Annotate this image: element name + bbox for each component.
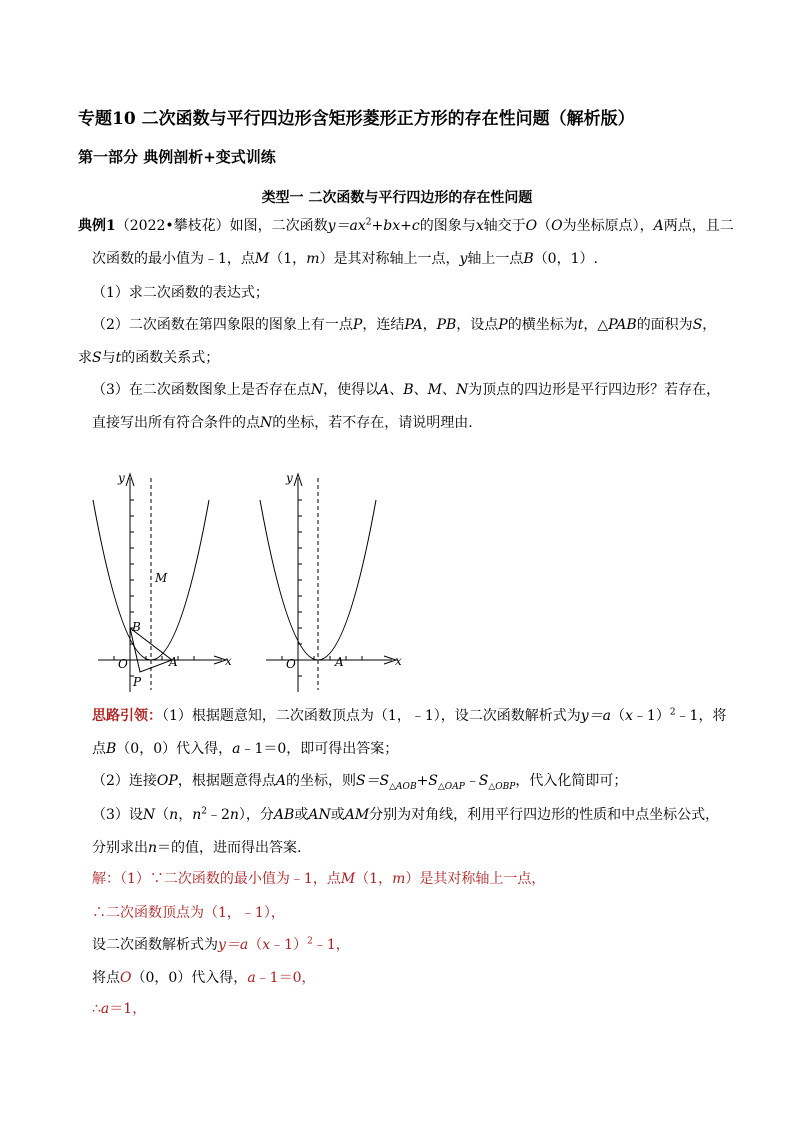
label-x: x <box>225 654 232 668</box>
problem-line-1: 典例1（2022•攀枝花）如图，二次函数$y=ax^2+bx+c$的图象与x轴交于O（O为坐标原点），A两点，且二 <box>78 217 734 234</box>
question-1: （1）求二次函数的表达式； <box>92 285 269 301</box>
label-a-2: A <box>335 655 344 669</box>
example-label: 典例1 <box>78 218 116 234</box>
hint-line-2: 点B（0，0）代入得，a﹣1＝0，即可得出答案； <box>92 741 399 757</box>
label-a: A <box>169 655 178 669</box>
problem-line-2: 次函数的最小值为﹣1，点M（1，m）是其对称轴上一点，y轴上一点B（0，1）. <box>92 251 598 267</box>
hint-line-4: （3）设N（n，$n^2﹣2n$），分AB或AN或AM分别为对角线，利用平行四边形的性质和中点坐标公式， <box>92 806 720 823</box>
label-b: B <box>132 620 141 634</box>
hint-line-1: 思路引领：（1）根据题意知，二次函数顶点为（1，﹣1），设二次函数解析式为y＝a（x﹣1）$^2$﹣1，将 <box>92 707 727 724</box>
label-m: M <box>155 571 168 585</box>
hint-label: 思路引领： <box>92 708 162 724</box>
hint-line-3: （2）连接OP，根据题意得点A的坐标，则$S=S_{\triangle AOB}+S_{\triangle OAP}﹣S_{\triangle OBP}$，代入化简即可； <box>92 773 628 792</box>
solution-line-4: 将点O（0，0）代入得，a﹣1＝0， <box>92 970 316 986</box>
question-3: （3）在二次函数图象上是否存在点N，使得以A、B、M、N为顶点的四边形是平行四边形？若存在， <box>92 382 721 398</box>
solution-line-2: ∴二次函数顶点为（1，﹣1）， <box>92 905 285 921</box>
label-y: y <box>118 471 125 485</box>
label-o-2: O <box>286 657 296 671</box>
document-title: 专题10 二次函数与平行四边形含矩形菱形正方形的存在性问题（解析版） <box>78 109 635 129</box>
question-2: （2）二次函数在第四象限的图象上有一点P，连结PA，PB，设点P的横坐标为t，△PAB的面积为S， <box>92 317 717 333</box>
hint-line-5: 分别求出n＝的值，进而得出答案. <box>92 840 302 856</box>
label-o: O <box>118 657 128 671</box>
solution-line-5: ∴a＝1， <box>92 1001 147 1017</box>
part-heading: 第一部分 典例剖析+变式训练 <box>78 148 276 166</box>
question-2-cont: 求S与t的函数关系式； <box>78 350 220 366</box>
solution-line-1: 解：（1）∵二次函数的最小值为﹣1，点M（1，m）是其对称轴上一点， <box>92 871 546 887</box>
label-p: P <box>133 675 142 689</box>
type-heading: 类型一 二次函数与平行四边形的存在性问题 <box>261 190 533 206</box>
label-y-2: y <box>286 471 293 485</box>
label-x-2: x <box>395 654 402 668</box>
question-3-cont: 直接写出所有符合条件的点N的坐标，若不存在，请说明理由. <box>92 415 473 431</box>
solution-line-3: 设二次函数解析式为y＝a（x﹣1）$^2$﹣1， <box>92 936 350 953</box>
